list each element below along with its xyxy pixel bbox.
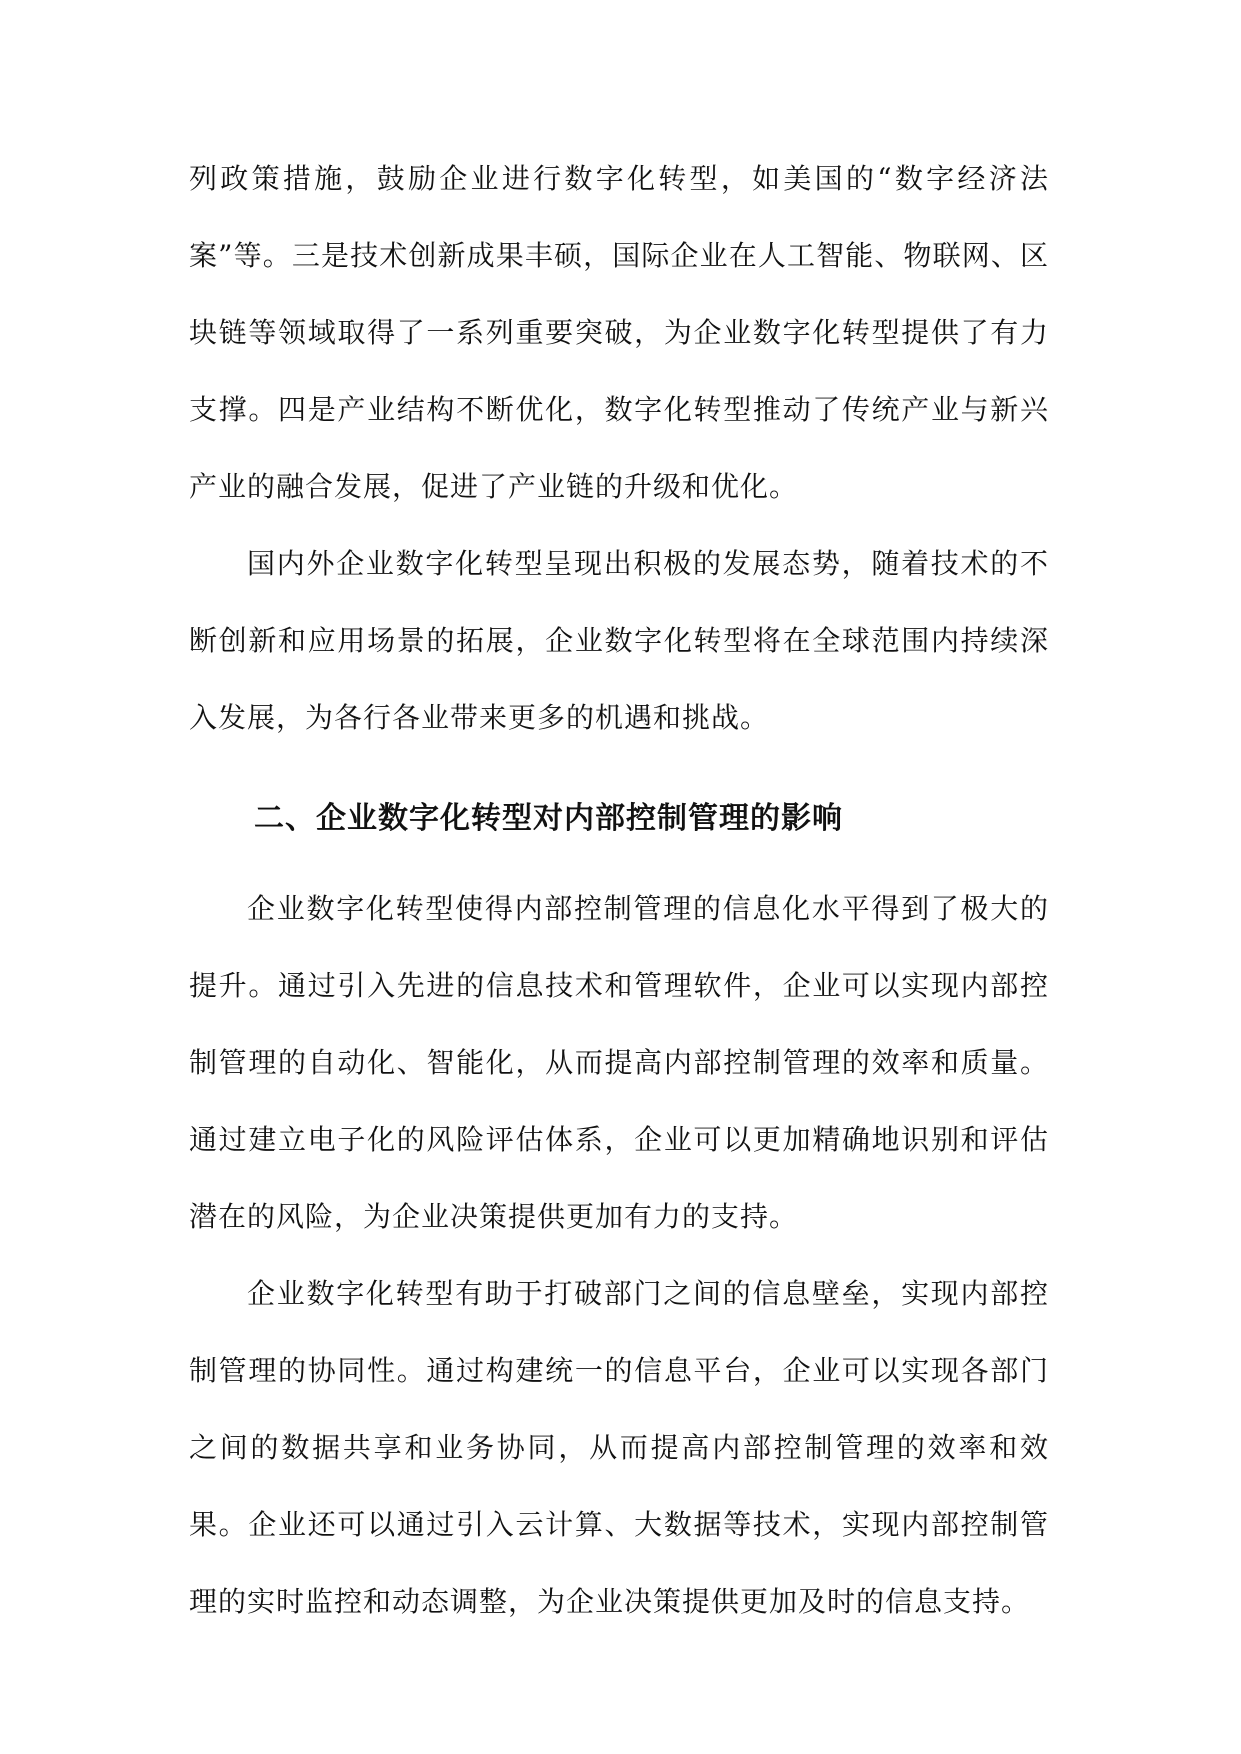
paragraph-summary: 国内外企业数字化转型呈现出积极的发展态势，随着技术的不断创新和应用场景的拓展，企业数字化转型将在全球范围内持续深入发展，为各行各业带来更多的机遇和挑战。 <box>189 547 1049 734</box>
document-body <box>189 140 1049 1640</box>
paragraph-continued: 列政策措施，鼓励企业进行数字化转型，如美国的“数字经济法案”等。三是技术创新成果丰硕，国际企业在人工智能、物联网、区块链等领域取得了一系列重要突破，为企业数字化转型提供了有力支撑。四是产业结构不断优化，数字化转型推动了传统产业与新兴产业的融合发展，促进了产业链的升级和优化。 <box>189 162 1049 503</box>
paragraph-collaboration: 企业数字化转型有助于打破部门之间的信息壁垒，实现内部控制管理的协同性。通过构建统一的信息平台，企业可以实现各部门之间的数据共享和业务协同，从而提高内部控制管理的效率和效果。企业还可以通过引入云计算、大数据等技术，实现内部控制管理的实时监控和动态调整，为企业决策提供更加及时的信息支持。 <box>189 1277 1049 1618</box>
section-heading: 二、企业数字化转型对内部控制管理的影响 <box>254 801 843 836</box>
paragraph-informatization: 企业数字化转型使得内部控制管理的信息化水平得到了极大的提升。通过引入先进的信息技术和管理软件，企业可以实现内部控制管理的自动化、智能化，从而提高内部控制管理的效率和质量。通过建立电子化的风险评估体系，企业可以更加精确地识别和评估潜在的风险，为企业决策提供更加有力的支持。 <box>189 892 1049 1233</box>
